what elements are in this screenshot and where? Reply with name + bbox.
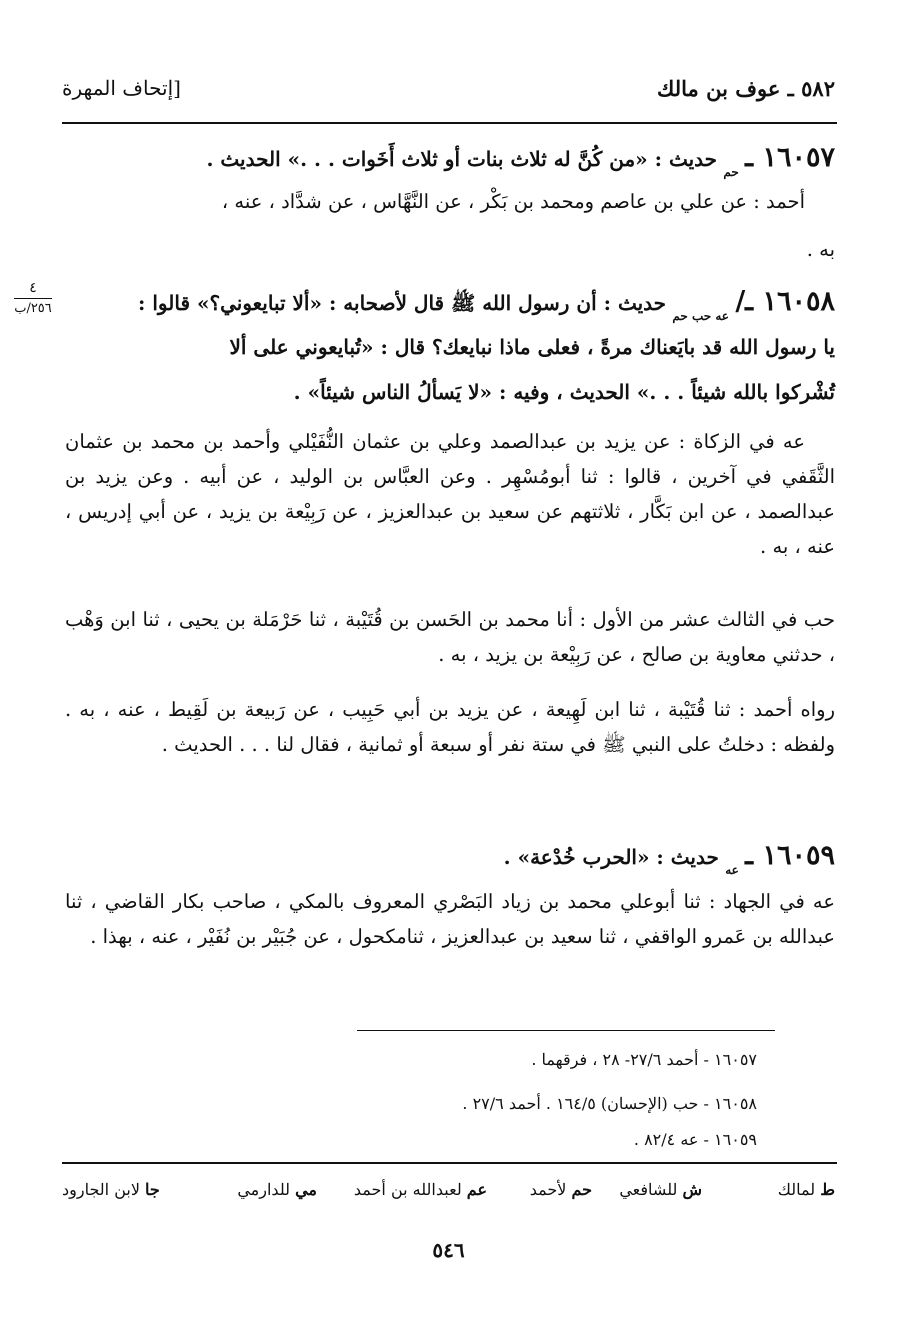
margin-note-top: ٤ (29, 280, 37, 296)
footnote: ١٦٠٥٧ - أحمد ٢٧/٦- ٢٨ ، فرقهما . (531, 1050, 757, 1069)
abbreviation-label: لعبدالله بن أحمد (353, 1180, 462, 1199)
footnote-rule (357, 1030, 775, 1031)
hadith-heading: حديث : «من كُنَّ له ثلاث بنات أو ثلاث أَخَوات . . .» الحديث . (206, 147, 718, 171)
header-rule (62, 122, 837, 124)
entry-16057-body-line: أحمد : عن علي بن عاصم ومحمد بن بَكْر ، عن النَّهَّاس ، عن شدَّاد ، عنه ، (221, 190, 805, 213)
entry-number: ١٦٠٥٩ ـ (745, 840, 835, 871)
abbreviation-code: جا (145, 1180, 160, 1199)
abbreviation-code: مي (295, 1180, 317, 1199)
entry-paragraph: حب في الثالث عشر من الأول : أنا محمد بن الحَسن بن قُتَيْبة ، ثنا حَرْمَلة بن يحيى ، ثنا ابن وَهْب ، حدثني معاوية بن صالح ، عن رَبِيْعة بن يزيد ، به . (65, 608, 835, 666)
hadith-heading: حديث : «الحرب خُدْعة» . (503, 845, 719, 869)
abbreviation-code: ش (682, 1180, 702, 1199)
abbreviation-label: لمالك (777, 1180, 816, 1199)
margin-note-rule (14, 298, 52, 299)
abbreviation-label: لابن الجارود (62, 1180, 140, 1199)
hadith-heading: حديث : أن رسول الله ﷺ قال لأصحابه : «ألا تبايعوني؟» قالوا : (138, 291, 667, 315)
running-title: ٥٨٢ ـ عوف بن مالك (657, 76, 835, 101)
abbreviation-label: للدارمي (237, 1180, 290, 1199)
legend-rule (62, 1162, 837, 1164)
abbreviation-item (354, 1180, 487, 1199)
entry-16057-body-line: به . (806, 238, 835, 261)
abbreviation-label: لأحمد (529, 1180, 567, 1199)
abbreviation-code: ط (820, 1180, 835, 1199)
abbreviation-item (530, 1180, 592, 1199)
source-symbols: حم (723, 165, 739, 179)
footnote: ١٦٠٥٩ - عه ٨٢/٤ . (633, 1130, 757, 1149)
entry-16057-heading (206, 142, 835, 179)
entry-number: ١٦٠٥٨ ـ/ (735, 286, 835, 317)
source-symbols: عه (725, 863, 739, 877)
entry-16058-heading (138, 286, 835, 323)
entry-paragraph: رواه أحمد : ثنا قُتَيْبة ، ثنا ابن لَهِيعة ، عن يزيد بن أبي حَبِيب ، عن رَبيعة بن لَقِيط ، عنه ، به . ولفظه : دخلتُ على النبي ﷺ في ستة نفر أو سبعة أو ثمانية ، فقال لنا . . . الحديث . (65, 698, 835, 756)
hadith-heading-line: يا رسول الله قد بايَعناك مرةً ، فعلى ماذا نبايعك؟ قال : «تُبايعوني على ألا (229, 335, 835, 359)
entry-number: ١٦٠٥٧ ـ (745, 142, 835, 173)
entry-paragraph: عه في الجهاد : ثنا أبوعلي محمد بن زياد البَصْري المعروف بالمكي ، صاحب بكار القاضي ، ثنا عبدالله بن عَمرو الواقفي ، ثنا سعيد بن عبدالعزيز ، ثنامكحول ، عن جُبَيْر بن نُفَيْر ، عنه ، بهذا . (65, 890, 835, 948)
abbreviation-item (237, 1180, 317, 1199)
margin-note-bottom: ٢٥٦/ب (14, 301, 52, 316)
abbreviation-item (62, 1180, 160, 1199)
hadith-heading-line: تُشْركوا بالله شيئاً . . .» الحديث ، وفيه : «لا يَسألُ الناس شيئاً» . (293, 380, 835, 404)
entry-paragraph: عه في الزكاة : عن يزيد بن عبدالصمد وعلي بن عثمان النُّفَيْلي وأحمد بن محمد بن عثمان الثَّقَفي في آخرين ، قالوا : ثنا أبومُسْهِر . وعن العبَّاس بن الوليد ، عن أبيه . وعن يزيد بن عبدالصمد ، عن ابن بَكَّار ، ثلاثتهم عن سعيد بن عبدالعزيز ، عن رَبِيْعة بن يزيد ، عن أبي إدريس ، عنه ، به . (65, 430, 835, 558)
abbreviation-code: عم (466, 1180, 487, 1199)
footnote: ١٦٠٥٨ - حب (الإحسان) ١٦٤/٥ . أحمد ٢٧/٦ . (462, 1094, 757, 1113)
abbreviation-code: حم (571, 1180, 592, 1199)
abbreviation-item (778, 1180, 835, 1199)
source-symbols: عه حب حم (672, 309, 729, 323)
margin-note (8, 280, 58, 316)
abbreviation-item (619, 1180, 702, 1199)
abbreviation-label: للشافعي (619, 1180, 678, 1199)
book-title: [إتحاف المهرة (62, 76, 181, 100)
page-number: ٥٤٦ (432, 1238, 465, 1262)
entry-16059-heading (504, 840, 835, 877)
